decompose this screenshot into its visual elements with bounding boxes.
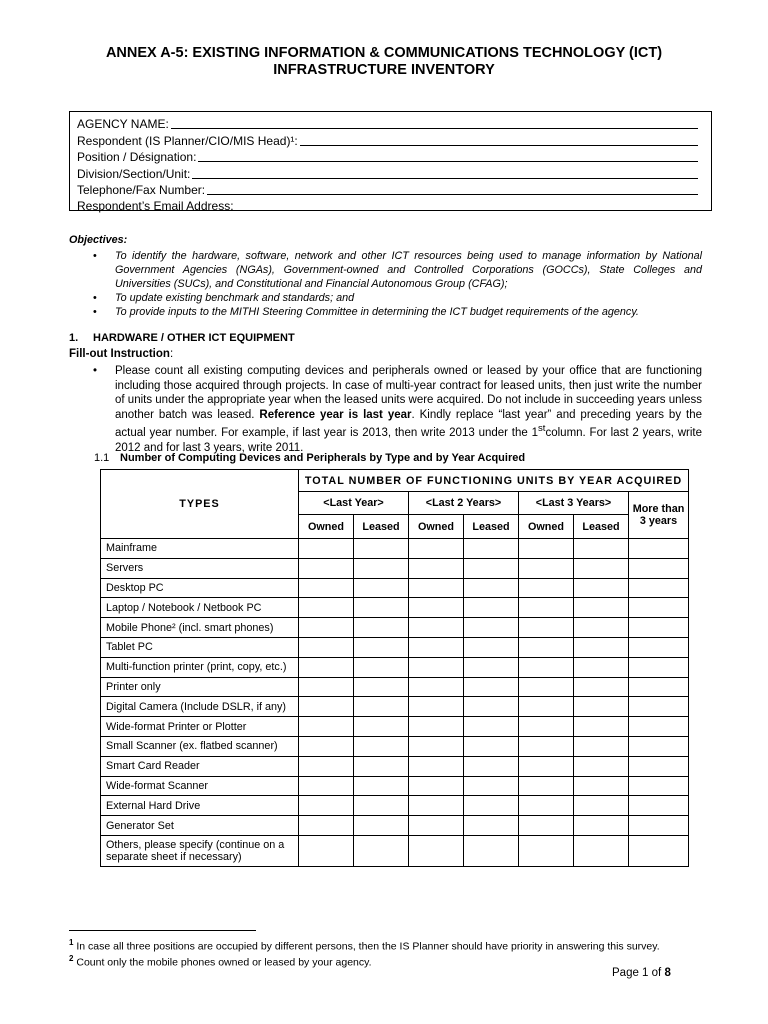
field-blank-line xyxy=(300,145,698,146)
table-row xyxy=(101,558,689,578)
footnote-separator xyxy=(69,930,256,931)
bullet: • xyxy=(93,365,98,377)
count-input-cell[interactable] xyxy=(299,677,354,697)
page-title-line-1: ANNEX A-5: EXISTING INFORMATION & COMMUNICATIONS TECHNOLOGY (ICT) xyxy=(105,45,663,61)
equipment-type-cell: Servers xyxy=(101,558,299,578)
equipment-type-cell: Mainframe xyxy=(101,539,299,559)
count-input-cell[interactable] xyxy=(519,657,574,677)
count-input-cell[interactable] xyxy=(464,657,519,677)
count-input-cell[interactable] xyxy=(519,816,574,836)
table-row xyxy=(101,816,689,836)
footnote-1 xyxy=(69,938,660,953)
count-input-cell[interactable] xyxy=(299,657,354,677)
field-blank-line xyxy=(207,194,698,195)
footnote-2 xyxy=(69,954,372,969)
count-input-cell[interactable] xyxy=(409,816,464,836)
count-input-cell[interactable] xyxy=(299,539,354,559)
objective-item xyxy=(69,249,702,291)
respondent-info-box xyxy=(69,111,712,214)
count-input-cell[interactable] xyxy=(299,637,354,657)
last-year-header: <Last Year> xyxy=(299,492,409,515)
count-input-cell[interactable] xyxy=(519,618,574,638)
leased-header: Leased xyxy=(354,515,409,539)
bullet: • xyxy=(93,250,97,262)
leased-header: Leased xyxy=(574,515,629,539)
count-input-cell[interactable] xyxy=(354,539,409,559)
count-input-cell[interactable] xyxy=(354,816,409,836)
table-row xyxy=(101,697,689,717)
page-total: 8 xyxy=(664,967,671,979)
instruction-text-1: Please count all existing computing devices and peripherals owned or leased by your office that are functioning including those acquired through projects. In case of multi-year contract for leased units, then just write the number of units under the appropriate year when the leased units were acquired. Do not include in succeeding years unless another batch was leased. xyxy=(115,365,702,421)
count-input-cell[interactable] xyxy=(629,835,689,866)
equipment-type-cell: Tablet PC xyxy=(101,637,299,657)
count-input-cell[interactable] xyxy=(464,816,519,836)
count-input-cell[interactable] xyxy=(354,558,409,578)
equipment-type-cell: Printer only xyxy=(101,677,299,697)
bullet: • xyxy=(93,306,97,318)
last-2-years-header: <Last 2 Years> xyxy=(409,492,519,515)
count-input-cell[interactable] xyxy=(464,717,519,737)
table-row xyxy=(101,598,689,618)
equipment-type-cell: Desktop PC xyxy=(101,578,299,598)
table-row xyxy=(101,835,689,866)
count-input-cell[interactable] xyxy=(574,677,629,697)
count-input-cell[interactable] xyxy=(574,558,629,578)
subsection-title: Number of Computing Devices and Peripherals by Type and by Year Acquired xyxy=(120,452,526,464)
agency-name-field[interactable] xyxy=(77,115,698,131)
fill-out-colon: : xyxy=(169,348,174,360)
equipment-type-cell: Multi-function printer (print, copy, etc.) xyxy=(101,657,299,677)
count-input-cell[interactable] xyxy=(574,637,629,657)
table-row xyxy=(101,539,689,559)
total-units-header: TOTAL NUMBER OF FUNCTIONING UNITS BY YEAR ACQUIRED xyxy=(299,470,689,492)
table-row xyxy=(101,717,689,737)
count-input-cell[interactable] xyxy=(299,598,354,618)
count-input-cell[interactable] xyxy=(464,637,519,657)
count-input-cell[interactable] xyxy=(629,756,689,776)
owned-header: Owned xyxy=(519,515,574,539)
section-title: HARDWARE / OTHER ICT EQUIPMENT xyxy=(93,332,295,344)
division-field[interactable] xyxy=(77,164,698,180)
table-row xyxy=(101,578,689,598)
count-input-cell[interactable] xyxy=(354,756,409,776)
field-blank-line xyxy=(192,178,698,179)
equipment-type-cell: Others, please specify (continue on a separate sheet if necessary) xyxy=(101,835,299,866)
count-input-cell[interactable] xyxy=(464,618,519,638)
instruction-text-2: . Kindly replace “last year” and preceding years by the actual year number. For example, if last year is 2013, then write 2013 under the 1 xyxy=(115,408,702,440)
owned-header: Owned xyxy=(299,515,354,539)
count-input-cell[interactable] xyxy=(299,776,354,796)
types-header: TYPES xyxy=(101,470,299,539)
count-input-cell[interactable] xyxy=(464,776,519,796)
count-input-cell[interactable] xyxy=(299,558,354,578)
field-label: Position / Désignation: xyxy=(77,150,197,165)
count-input-cell[interactable] xyxy=(574,697,629,717)
count-input-cell[interactable] xyxy=(519,558,574,578)
count-input-cell[interactable] xyxy=(464,736,519,756)
count-input-cell[interactable] xyxy=(629,618,689,638)
count-input-cell[interactable] xyxy=(354,598,409,618)
page-label: Page 1 of xyxy=(612,967,665,979)
count-input-cell[interactable] xyxy=(354,618,409,638)
count-input-cell[interactable] xyxy=(299,736,354,756)
count-input-cell[interactable] xyxy=(299,816,354,836)
count-input-cell[interactable] xyxy=(354,736,409,756)
count-input-cell[interactable] xyxy=(354,697,409,717)
count-input-cell[interactable] xyxy=(409,697,464,717)
count-input-cell[interactable] xyxy=(409,756,464,776)
count-input-cell[interactable] xyxy=(299,697,354,717)
objective-item xyxy=(69,291,702,305)
count-input-cell[interactable] xyxy=(519,697,574,717)
count-input-cell[interactable] xyxy=(629,816,689,836)
objectives-section xyxy=(69,233,702,319)
table-row xyxy=(101,637,689,657)
last-3-years-header: <Last 3 Years> xyxy=(519,492,629,515)
count-input-cell[interactable] xyxy=(299,756,354,776)
position-field[interactable] xyxy=(77,148,698,164)
field-label: Telephone/Fax Number: xyxy=(77,182,206,197)
count-input-cell[interactable] xyxy=(464,598,519,618)
bullet: • xyxy=(93,292,97,304)
count-input-cell[interactable] xyxy=(574,776,629,796)
count-input-cell[interactable] xyxy=(519,835,574,866)
count-input-cell[interactable] xyxy=(409,835,464,866)
count-input-cell[interactable] xyxy=(574,598,629,618)
page-title-line-2: INFRASTRUCTURE INVENTORY xyxy=(273,62,495,78)
count-input-cell[interactable] xyxy=(409,717,464,737)
count-input-cell[interactable] xyxy=(629,539,689,559)
count-input-cell[interactable] xyxy=(519,717,574,737)
table-row xyxy=(101,796,689,816)
field-blank-line xyxy=(171,128,698,129)
count-input-cell[interactable] xyxy=(299,796,354,816)
objective-text: To provide inputs to the MITHI Steering Committee in determining the ICT budget requirements of the agency. xyxy=(115,306,639,318)
count-input-cell[interactable] xyxy=(354,717,409,737)
objectives-heading: Objectives: xyxy=(69,234,128,246)
count-input-cell[interactable] xyxy=(574,618,629,638)
count-input-cell[interactable] xyxy=(629,598,689,618)
equipment-type-cell: Small Scanner (ex. flatbed scanner) xyxy=(101,736,299,756)
count-input-cell[interactable] xyxy=(409,736,464,756)
count-input-cell[interactable] xyxy=(299,835,354,866)
count-input-cell[interactable] xyxy=(629,697,689,717)
section-heading xyxy=(69,332,295,344)
count-input-cell[interactable] xyxy=(629,558,689,578)
page-number xyxy=(612,967,671,979)
count-input-cell[interactable] xyxy=(464,677,519,697)
count-input-cell[interactable] xyxy=(409,618,464,638)
email-field[interactable] xyxy=(77,197,698,213)
equipment-type-cell: Laptop / Notebook / Netbook PC xyxy=(101,598,299,618)
equipment-type-cell: Wide-format Printer or Plotter xyxy=(101,717,299,737)
count-input-cell[interactable] xyxy=(354,578,409,598)
count-input-cell[interactable] xyxy=(629,677,689,697)
count-input-cell[interactable] xyxy=(629,717,689,737)
inventory-table xyxy=(100,469,689,867)
count-input-cell[interactable] xyxy=(574,736,629,756)
objective-item xyxy=(69,305,702,319)
count-input-cell[interactable] xyxy=(354,677,409,697)
count-input-cell[interactable] xyxy=(519,637,574,657)
count-input-cell[interactable] xyxy=(409,657,464,677)
count-input-cell[interactable] xyxy=(409,637,464,657)
field-blank-line xyxy=(198,161,698,162)
count-input-cell[interactable] xyxy=(519,578,574,598)
instruction-item xyxy=(69,364,702,455)
count-input-cell[interactable] xyxy=(519,677,574,697)
count-input-cell[interactable] xyxy=(519,598,574,618)
count-input-cell[interactable] xyxy=(409,598,464,618)
more-than-3-years-header: More than 3 years xyxy=(629,492,689,539)
count-input-cell[interactable] xyxy=(354,657,409,677)
count-input-cell[interactable] xyxy=(629,736,689,756)
count-input-cell[interactable] xyxy=(574,539,629,559)
count-input-cell[interactable] xyxy=(354,637,409,657)
instruction-text-3: column. For last 2 years, write 2012 and for last 3 years, write 2011. xyxy=(115,427,702,454)
equipment-type-cell: Generator Set xyxy=(101,816,299,836)
count-input-cell[interactable] xyxy=(409,558,464,578)
count-input-cell[interactable] xyxy=(519,796,574,816)
table-row xyxy=(101,657,689,677)
equipment-type-cell: Smart Card Reader xyxy=(101,756,299,776)
instruction-bold-text: Reference year is last year xyxy=(259,408,412,421)
field-label: Respondent (IS Planner/CIO/MIS Head)¹: xyxy=(77,133,298,148)
footnote-text: Count only the mobile phones owned or leased by your agency. xyxy=(76,956,372,969)
equipment-type-cell: Digital Camera (Include DSLR, if any) xyxy=(101,697,299,717)
count-input-cell[interactable] xyxy=(299,717,354,737)
footnote-mark: 1 xyxy=(69,938,74,947)
count-input-cell[interactable] xyxy=(354,835,409,866)
count-input-cell[interactable] xyxy=(519,539,574,559)
count-input-cell[interactable] xyxy=(409,539,464,559)
count-input-cell[interactable] xyxy=(629,578,689,598)
count-input-cell[interactable] xyxy=(409,677,464,697)
table-row xyxy=(101,736,689,756)
count-input-cell[interactable] xyxy=(519,756,574,776)
fill-out-heading xyxy=(69,348,173,360)
objective-text: To identify the hardware, software, network and other ICT resources being used to manage information by National Government Agencies (NGAs), Government-owned and Controlled Corporations (GOCCs), State Colleges and Universities (SUCs), and Constitutional and Financial Autonomous Group (CFAG); xyxy=(115,250,702,290)
count-input-cell[interactable] xyxy=(299,618,354,638)
instruction-superscript: st xyxy=(538,423,546,435)
count-input-cell[interactable] xyxy=(409,796,464,816)
count-input-cell[interactable] xyxy=(464,697,519,717)
count-input-cell[interactable] xyxy=(574,835,629,866)
field-label: Division/Section/Unit: xyxy=(77,166,191,181)
count-input-cell[interactable] xyxy=(574,578,629,598)
leased-header: Leased xyxy=(464,515,519,539)
telephone-fax-field[interactable] xyxy=(77,181,698,197)
count-input-cell[interactable] xyxy=(354,796,409,816)
count-input-cell[interactable] xyxy=(464,756,519,776)
count-input-cell[interactable] xyxy=(519,776,574,796)
count-input-cell[interactable] xyxy=(574,717,629,737)
subsection-number: 1.1 xyxy=(94,452,110,464)
count-input-cell[interactable] xyxy=(354,776,409,796)
table-row xyxy=(101,776,689,796)
field-blank-line xyxy=(236,210,698,211)
table-row xyxy=(101,756,689,776)
count-input-cell[interactable] xyxy=(629,776,689,796)
count-input-cell[interactable] xyxy=(464,796,519,816)
count-input-cell[interactable] xyxy=(574,657,629,677)
equipment-type-cell: Wide-format Scanner xyxy=(101,776,299,796)
count-input-cell[interactable] xyxy=(519,736,574,756)
table-row xyxy=(101,618,689,638)
count-input-cell[interactable] xyxy=(299,578,354,598)
count-input-cell[interactable] xyxy=(464,578,519,598)
footnote-text: In case all three positions are occupied by different persons, then the IS Planner should have priority in answering this survey. xyxy=(76,940,660,953)
count-input-cell[interactable] xyxy=(464,558,519,578)
table-row xyxy=(101,677,689,697)
count-input-cell[interactable] xyxy=(629,796,689,816)
fill-out-label: Fill-out Instruction xyxy=(69,348,170,360)
count-input-cell[interactable] xyxy=(464,539,519,559)
count-input-cell[interactable] xyxy=(629,637,689,657)
field-label: Respondent’s Email Address: xyxy=(77,199,234,214)
count-input-cell[interactable] xyxy=(409,776,464,796)
objective-text: To update existing benchmark and standards; and xyxy=(115,292,355,304)
count-input-cell[interactable] xyxy=(409,578,464,598)
instruction-block xyxy=(69,364,702,455)
field-label: AGENCY NAME: xyxy=(77,117,169,132)
count-input-cell[interactable] xyxy=(464,835,519,866)
count-input-cell[interactable] xyxy=(574,816,629,836)
equipment-type-cell: External Hard Drive xyxy=(101,796,299,816)
count-input-cell[interactable] xyxy=(574,756,629,776)
respondent-field[interactable] xyxy=(77,131,698,147)
subsection-heading xyxy=(94,452,525,464)
equipment-type-cell: Mobile Phone² (incl. smart phones) xyxy=(101,618,299,638)
count-input-cell[interactable] xyxy=(574,796,629,816)
owned-header: Owned xyxy=(409,515,464,539)
count-input-cell[interactable] xyxy=(629,657,689,677)
section-number: 1. xyxy=(69,332,79,344)
footnote-mark: 2 xyxy=(69,954,74,963)
